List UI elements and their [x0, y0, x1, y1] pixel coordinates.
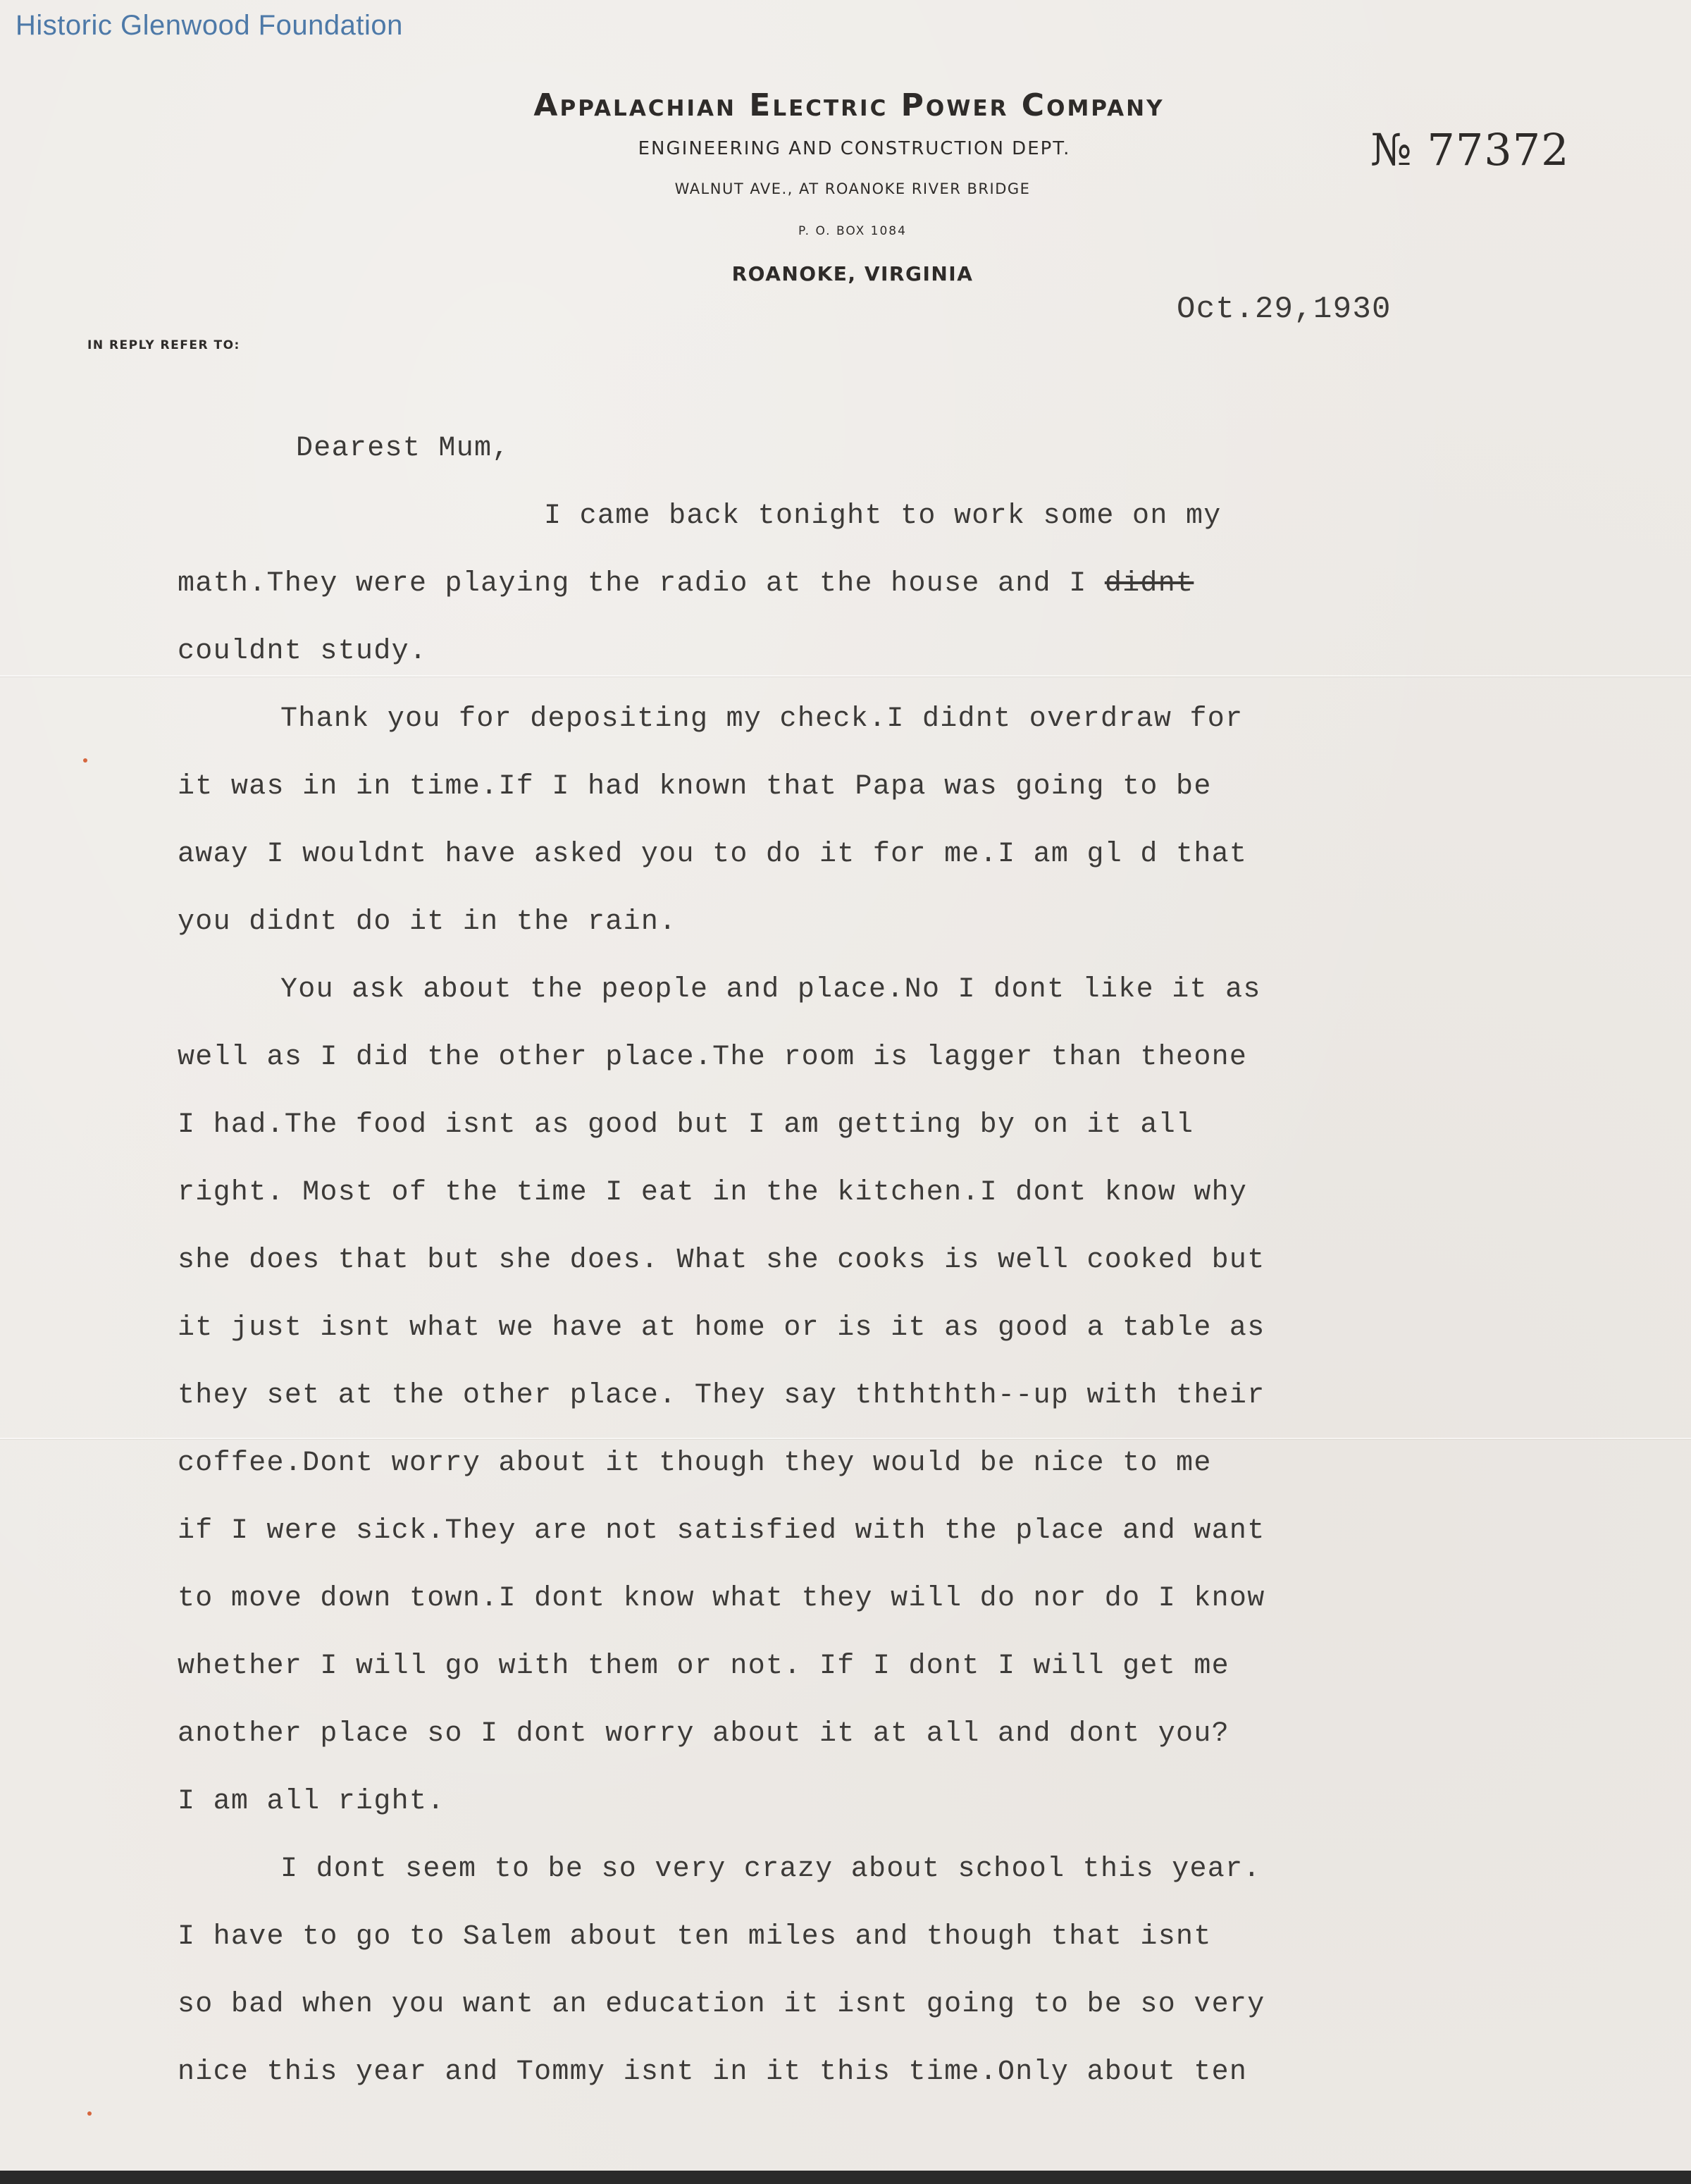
body-line: so bad when you want an education it isnt going to be so very [178, 1989, 1265, 2020]
struck-out-word: didnt [1104, 568, 1194, 600]
letterhead-city: ROANOKE, VIRGINIA [731, 262, 974, 285]
body-line: You ask about the people and place.No I dont like it as [280, 974, 1261, 1006]
body-line: well as I did the other place.The room is lagger than theone [178, 1042, 1248, 1073]
body-line: I have to go to Salem about ten miles and though that isnt [178, 1921, 1212, 1953]
body-line: I dont seem to be so very crazy about school this year. [280, 1853, 1261, 1885]
letter-date: Oct.29,1930 [1177, 292, 1392, 327]
letterhead-company: Appalachian Electric Power Company [533, 87, 1165, 123]
body-line: right. Most of the time I eat in the kitchen.I dont know why [178, 1177, 1248, 1209]
paper-speck [83, 758, 87, 763]
body-line: it just isnt what we have at home or is it as good a table as [178, 1312, 1265, 1344]
body-line: away I wouldnt have asked you to do it for me.I am gl d that [178, 839, 1248, 870]
body-line: nice this year and Tommy isnt in it this time.Only about ten [178, 2056, 1248, 2088]
body-line: she does that but she does. What she cooks is well cooked but [178, 1245, 1265, 1276]
body-line-text: math.They were playing the radio at the house and I [178, 568, 1105, 600]
body-line: to move down town.I dont know what they will do nor do I know [178, 1583, 1265, 1615]
body-line: it was in in time.If I had known that Papa was going to be [178, 771, 1212, 803]
body-line: I had.The food isnt as good but I am getting by on it all [178, 1109, 1194, 1141]
body-line: another place so I dont worry about it at all and dont you? [178, 1718, 1229, 1750]
paper-speck [87, 2111, 92, 2116]
body-line: I came back tonight to work some on my [544, 500, 1222, 532]
salutation: Dearest Mum, [296, 433, 510, 464]
scan-edge [0, 2171, 1691, 2184]
body-line: you didnt do it in the rain. [178, 906, 677, 938]
letterhead-department: ENGINEERING AND CONSTRUCTION DEPT. [638, 138, 1071, 159]
archive-watermark: Historic Glenwood Foundation [16, 10, 403, 41]
paper-fold [0, 675, 1691, 677]
body-line: I am all right. [178, 1786, 445, 1818]
body-line: if I were sick.They are not satisfied with the place and want [178, 1515, 1265, 1547]
reply-refer-label: IN REPLY REFER TO: [87, 338, 240, 352]
body-line [178, 568, 1194, 600]
body-line: they set at the other place. They say thththth--up with their [178, 1380, 1265, 1412]
body-line: Thank you for depositing my check.I didnt overdraw for [280, 703, 1244, 735]
letterhead-address: WALNUT AVE., AT ROANOKE RIVER BRIDGE [674, 180, 1031, 197]
body-line: coffee.Dont worry about it though they would be nice to me [178, 1448, 1212, 1479]
paper-fold [0, 1438, 1691, 1439]
body-line: whether I will go with them or not. If I dont I will get me [178, 1651, 1229, 1682]
body-line: couldnt study. [178, 636, 428, 667]
letterhead-po-box: P. O. BOX 1084 [798, 224, 907, 238]
serial-number: № 77372 [1370, 124, 1570, 175]
